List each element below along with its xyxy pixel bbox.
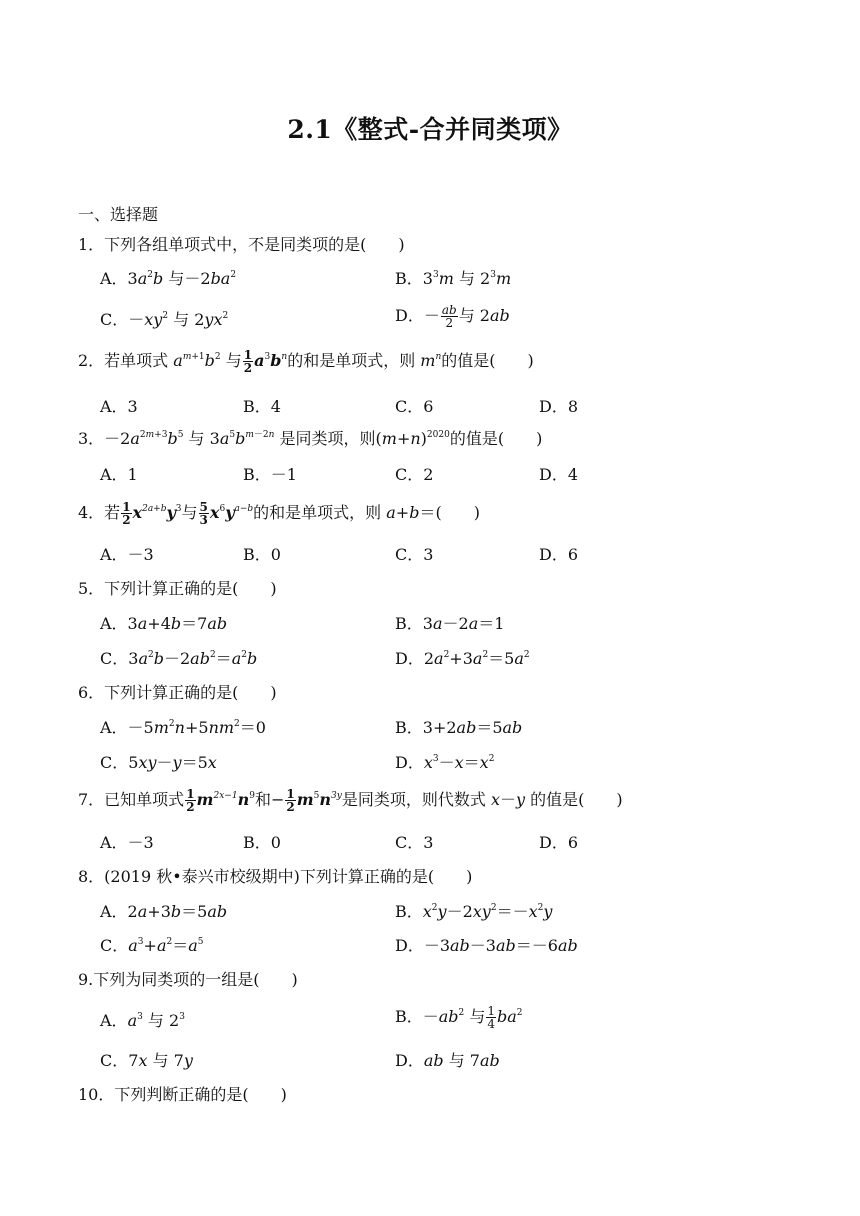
- q7-option-c: C．3: [395, 833, 434, 852]
- q2-option-b: B．4: [243, 397, 281, 416]
- section-heading: 一、选择题: [78, 205, 159, 224]
- q6-option-a: A．$-5m^2n+5nm^2=0$: [100, 718, 266, 737]
- q9-option-b: B．$-ab^2$ 与 $\frac{1}{4}$ $ba^2$: [395, 1004, 523, 1031]
- q4-option-c: C．3: [395, 545, 434, 564]
- q9-option-a: A．$a^3$ 与 $2^3$: [100, 1011, 185, 1030]
- q4-option-b: B．0: [243, 545, 281, 564]
- q5-option-d: D．$2a^2+3a^2=5a^2$: [395, 649, 530, 668]
- q8-option-d: D．－3ab－3ab＝－6ab: [395, 936, 578, 955]
- q1-option-c: C．$-xy^2$ 与 $2yx^2$: [100, 310, 229, 329]
- question-2: 2．若单项式 $a^{m+1}b^2$ 与 $\frac{1}{2}$ $a^3b^n$的和是单项式，则 $m^n$的值是( ): [78, 348, 534, 375]
- q8-option-b: B．$x^2y-2xy^2=-x^2y$: [395, 902, 553, 921]
- q2-option-d: D．8: [539, 397, 579, 416]
- question-6: 6．下列计算正确的是( ): [78, 683, 277, 702]
- q2-option-a: A．3: [100, 397, 138, 416]
- q1-option-b: B．$3^3m$ 与 $2^3m$: [395, 269, 512, 288]
- q1-option-a: A．$3a^2b$ 与$-2ba^2$: [100, 269, 237, 288]
- q5-option-b: B．3a－2a＝1: [395, 614, 505, 633]
- q3-option-d: D．4: [539, 465, 579, 484]
- q4-option-d: D．6: [539, 545, 579, 564]
- question-5: 5．下列计算正确的是( ): [78, 579, 277, 598]
- q2-option-c: C．6: [395, 397, 434, 416]
- q6-option-d: D．$x^3-x=x^2$: [395, 753, 495, 772]
- q7-option-b: B．0: [243, 833, 281, 852]
- q7-option-a: A．－3: [100, 833, 154, 852]
- q3-option-b: B．－1: [243, 465, 297, 484]
- q9-option-c: C．7x 与 7y: [100, 1051, 193, 1070]
- question-9: 9.下列为同类项的一组是( ): [78, 970, 298, 989]
- q6-option-b: B．3+2ab＝5ab: [395, 718, 523, 737]
- q7-option-d: D．6: [539, 833, 579, 852]
- question-8: 8．(2019 秋•泰兴市校级期中)下列计算正确的是( ): [78, 867, 473, 886]
- q3-option-a: A．1: [100, 465, 138, 484]
- q9-option-d: D．ab 与 7ab: [395, 1051, 500, 1070]
- question-10: 10．下列判断正确的是( ): [78, 1085, 287, 1104]
- question-7: 7．已知单项式 $\frac{1}{2}$ $m^{2x-1}n^9$和− $\frac{1}{2}$ $m^5n^{3y}$是同类项，则代数式 x－y 的值是( ): [78, 787, 623, 814]
- page-title: 2.1《整式-合并同类项》: [287, 115, 573, 144]
- q3-option-c: C．2: [395, 465, 434, 484]
- q8-option-c: C．$a^3+a^2=a^5$: [100, 936, 204, 955]
- q5-option-c: C．$3a^2b-2ab^2=a^2b$: [100, 649, 258, 668]
- question-1: 1．下列各组单项式中，不是同类项的是( ): [78, 235, 405, 254]
- q4-option-a: A．－3: [100, 545, 154, 564]
- q5-option-a: A．3a+4b＝7ab: [100, 614, 228, 633]
- q1-option-d: D．－ $\frac{ab}{2}$ 与 2ab: [395, 303, 510, 330]
- question-3: 3．$-2a^{2m+3}b^5$ 与 $3a^5b^{m-2n}$ 是同类项，则$(m+n)^{2020}$的值是( ): [78, 429, 543, 448]
- q8-option-a: A．2a+3b＝5ab: [100, 902, 228, 921]
- question-4: 4．若 $\frac{1}{2}$ $x^{2a+b}y^3$与 $\frac{5}{3}$ $x^6y^{a-b}$的和是单项式，则 a+b＝( ): [78, 500, 480, 527]
- q6-option-c: C．5xy－y＝5x: [100, 753, 217, 772]
